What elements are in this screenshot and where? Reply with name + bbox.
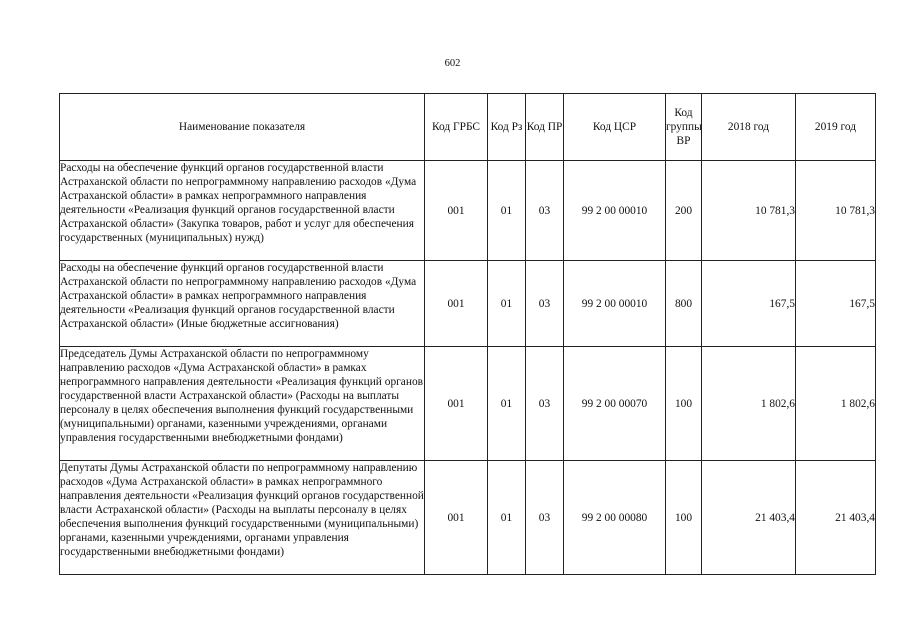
row-grbs: 001 <box>425 161 488 261</box>
row-amount-2019: 1 802,6 <box>796 347 876 461</box>
row-amount-2018: 21 403,4 <box>702 461 796 575</box>
row-csr: 99 2 00 00010 <box>564 261 666 347</box>
row-pr: 03 <box>526 461 564 575</box>
header-vr: Код группы ВР <box>666 94 702 161</box>
row-name: Председатель Думы Астраханской области по непрограммному направлению расходов «Дума Астраханской области» в рамках непрограммного направления деятельности «Реализация функций органов государственной власти Астраханской области» (Расходы на выплаты персоналу в целях обеспечения выполнения функций государственными (муниципальными) органами, казенными учреждениями, органами управления государственными внебюджетными фондами) <box>60 347 425 461</box>
header-pr: Код ПР <box>526 94 564 161</box>
header-2019: 2019 год <box>796 94 876 161</box>
row-rz: 01 <box>488 347 526 461</box>
row-amount-2018: 167,5 <box>702 261 796 347</box>
row-csr: 99 2 00 00080 <box>564 461 666 575</box>
row-amount-2018: 1 802,6 <box>702 347 796 461</box>
row-pr: 03 <box>526 161 564 261</box>
table-row <box>60 261 876 347</box>
row-pr: 03 <box>526 261 564 347</box>
row-amount-2019: 167,5 <box>796 261 876 347</box>
row-csr: 99 2 00 00010 <box>564 161 666 261</box>
row-name: Депутаты Думы Астраханской области по непрограммному направлению расходов «Дума Астраханской области» в рамках непрограммного направления деятельности «Реализация функций органов государственной власти Астраханской области» (Расходы на выплаты персоналу в целях обеспечения выполнения функций государственными (муниципальными) органами, казенными учреждениями, органами управления государственными внебюджетными фондами) <box>60 461 425 575</box>
table-row <box>60 347 876 461</box>
row-vr: 100 <box>666 347 702 461</box>
header-rz: Код Рз <box>488 94 526 161</box>
row-amount-2019: 10 781,3 <box>796 161 876 261</box>
row-pr: 03 <box>526 347 564 461</box>
row-vr: 100 <box>666 461 702 575</box>
header-name: Наименование показателя <box>60 94 425 161</box>
row-rz: 01 <box>488 161 526 261</box>
row-csr: 99 2 00 00070 <box>564 347 666 461</box>
row-grbs: 001 <box>425 461 488 575</box>
row-amount-2018: 10 781,3 <box>702 161 796 261</box>
row-name: Расходы на обеспечение функций органов государственной власти Астраханской области по непрограммному направлению расходов «Дума Астраханской области» в рамках непрограммного направления деятельности «Реализация функций органов государственной власти Астраханской области» (Закупка товаров, работ и услуг для обеспечения государственных (муниципальных) нужд) <box>60 161 425 261</box>
table-row <box>60 461 876 575</box>
row-grbs: 001 <box>425 261 488 347</box>
page-number: 602 <box>444 58 461 69</box>
row-rz: 01 <box>488 461 526 575</box>
table-header-row <box>60 94 876 161</box>
row-rz: 01 <box>488 261 526 347</box>
row-vr: 800 <box>666 261 702 347</box>
row-amount-2019: 21 403,4 <box>796 461 876 575</box>
header-2018: 2018 год <box>702 94 796 161</box>
row-vr: 200 <box>666 161 702 261</box>
budget-table <box>59 93 876 575</box>
row-grbs: 001 <box>425 347 488 461</box>
row-name: Расходы на обеспечение функций органов государственной власти Астраханской области по непрограммному направлению расходов «Дума Астраханской области» в рамках непрограммного направления деятельности «Реализация функций органов государственной власти Астраханской области» (Иные бюджетные ассигнования) <box>60 261 425 347</box>
header-csr: Код ЦСР <box>564 94 666 161</box>
table-row <box>60 161 876 261</box>
header-grbs: Код ГРБС <box>425 94 488 161</box>
